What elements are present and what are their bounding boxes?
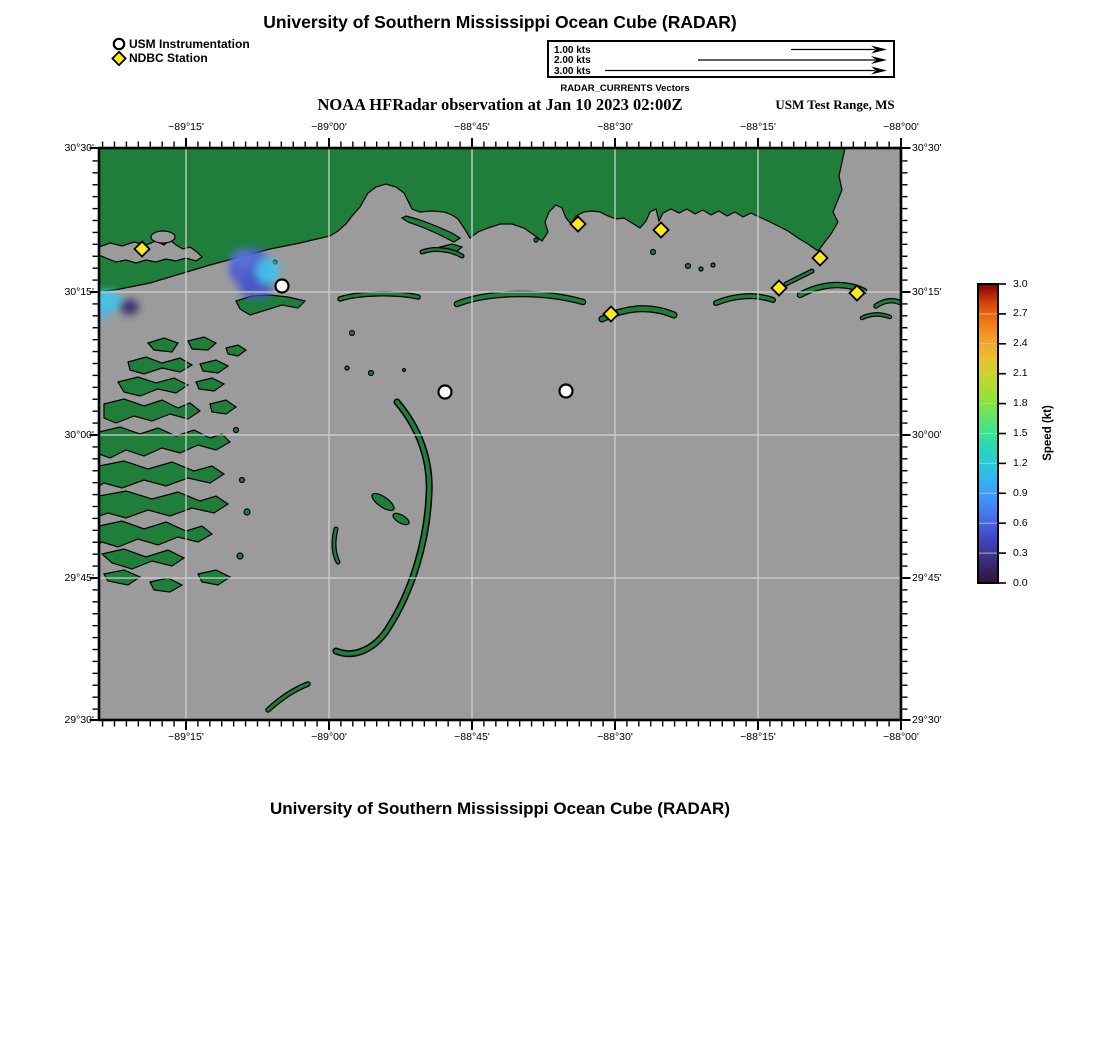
lon-tick-label-bottom: −89°00' bbox=[311, 731, 347, 743]
colorbar-tick-label: 2.1 bbox=[1013, 367, 1028, 380]
lat-tick-label-right: 29°30' bbox=[912, 714, 942, 726]
lat-tick-label-left: 30°15' bbox=[64, 286, 94, 298]
islet bbox=[686, 264, 691, 269]
page-title: University of Southern Mississippi Ocean Cube (RADAR) bbox=[263, 12, 737, 32]
lat-tick-label-right: 30°00' bbox=[912, 429, 942, 441]
colorbar-tick-label: 0.6 bbox=[1013, 516, 1028, 529]
legend-item-label: USM Instrumentation bbox=[129, 37, 250, 51]
colorbar bbox=[978, 284, 1006, 583]
speed-patch bbox=[256, 258, 280, 284]
lat-tick-label-right: 29°45' bbox=[912, 572, 942, 584]
islet bbox=[369, 371, 374, 376]
vector-scale-entry: 1.00 kts bbox=[554, 44, 591, 56]
lat-tick-label-left: 29°30' bbox=[64, 714, 94, 726]
islet bbox=[711, 263, 715, 267]
lon-tick-label-bottom: −88°00' bbox=[883, 731, 919, 743]
usm-instrument-marker bbox=[439, 386, 452, 399]
lon-tick-label-top: −88°00' bbox=[883, 121, 919, 133]
lat-tick-label-left: 29°45' bbox=[64, 572, 94, 584]
islet bbox=[234, 428, 239, 433]
lat-tick-label-left: 30°30' bbox=[64, 142, 94, 154]
lon-tick-label-top: −89°00' bbox=[311, 121, 347, 133]
vector-scale-entry: 2.00 kts bbox=[554, 55, 591, 66]
lat-tick-label-right: 30°30' bbox=[912, 142, 942, 154]
vector-scale-caption: RADAR_CURRENTS Vectors bbox=[560, 83, 690, 94]
islet bbox=[240, 478, 245, 483]
islet bbox=[534, 238, 538, 242]
colorbar-tick-label: 3.0 bbox=[1013, 277, 1028, 290]
colorbar-tick-label: 2.4 bbox=[1013, 337, 1028, 350]
lon-tick-label-top: −88°30' bbox=[597, 121, 633, 133]
colorbar-tick-label: 0.3 bbox=[1013, 546, 1028, 559]
lat-tick-label-right: 30°15' bbox=[912, 286, 942, 298]
islet bbox=[403, 369, 406, 372]
legend-item-label: NDBC Station bbox=[129, 51, 208, 65]
colorbar-tick-label: 0.9 bbox=[1013, 486, 1028, 499]
islet bbox=[237, 553, 243, 559]
observation-subtitle: NOAA HFRadar observation at Jan 10 2023 02:00Z bbox=[317, 95, 683, 114]
islet bbox=[244, 509, 250, 515]
lat-tick-label-left: 30°00' bbox=[64, 429, 94, 441]
islet bbox=[699, 267, 703, 271]
lon-tick-label-top: −88°15' bbox=[740, 121, 776, 133]
usm-instrument-marker bbox=[276, 280, 289, 293]
region-label: USM Test Range, MS bbox=[775, 97, 895, 112]
usm-instrument-marker bbox=[560, 385, 573, 398]
colorbar-tick-label: 1.5 bbox=[1013, 427, 1028, 439]
colorbar-tick-label: 1.8 bbox=[1013, 397, 1028, 410]
lon-tick-label-bottom: −88°30' bbox=[597, 731, 633, 743]
footer-title: University of Southern Mississippi Ocean Cube (RADAR) bbox=[269, 799, 730, 818]
colorbar-axis-label: Speed (kt) bbox=[1042, 405, 1054, 461]
lon-tick-label-top: −89°15' bbox=[168, 121, 204, 133]
islet bbox=[345, 366, 349, 370]
colorbar-tick-label: 0.0 bbox=[1013, 576, 1028, 589]
speed-patch bbox=[231, 249, 255, 267]
speed-patch bbox=[119, 299, 139, 315]
lon-tick-label-top: −88°45' bbox=[454, 121, 490, 133]
lon-tick-label-bottom: −88°45' bbox=[454, 731, 490, 743]
islet bbox=[651, 250, 656, 255]
west-bay-arm bbox=[151, 231, 175, 243]
colorbar-tick-label: 2.7 bbox=[1013, 307, 1028, 320]
lon-tick-label-bottom: −89°15' bbox=[168, 731, 204, 743]
lon-tick-label-bottom: −88°15' bbox=[740, 731, 776, 743]
islet bbox=[350, 331, 355, 336]
colorbar-tick-label: 1.2 bbox=[1013, 456, 1028, 469]
vector-scale-entry: 3.00 kts bbox=[554, 65, 591, 77]
